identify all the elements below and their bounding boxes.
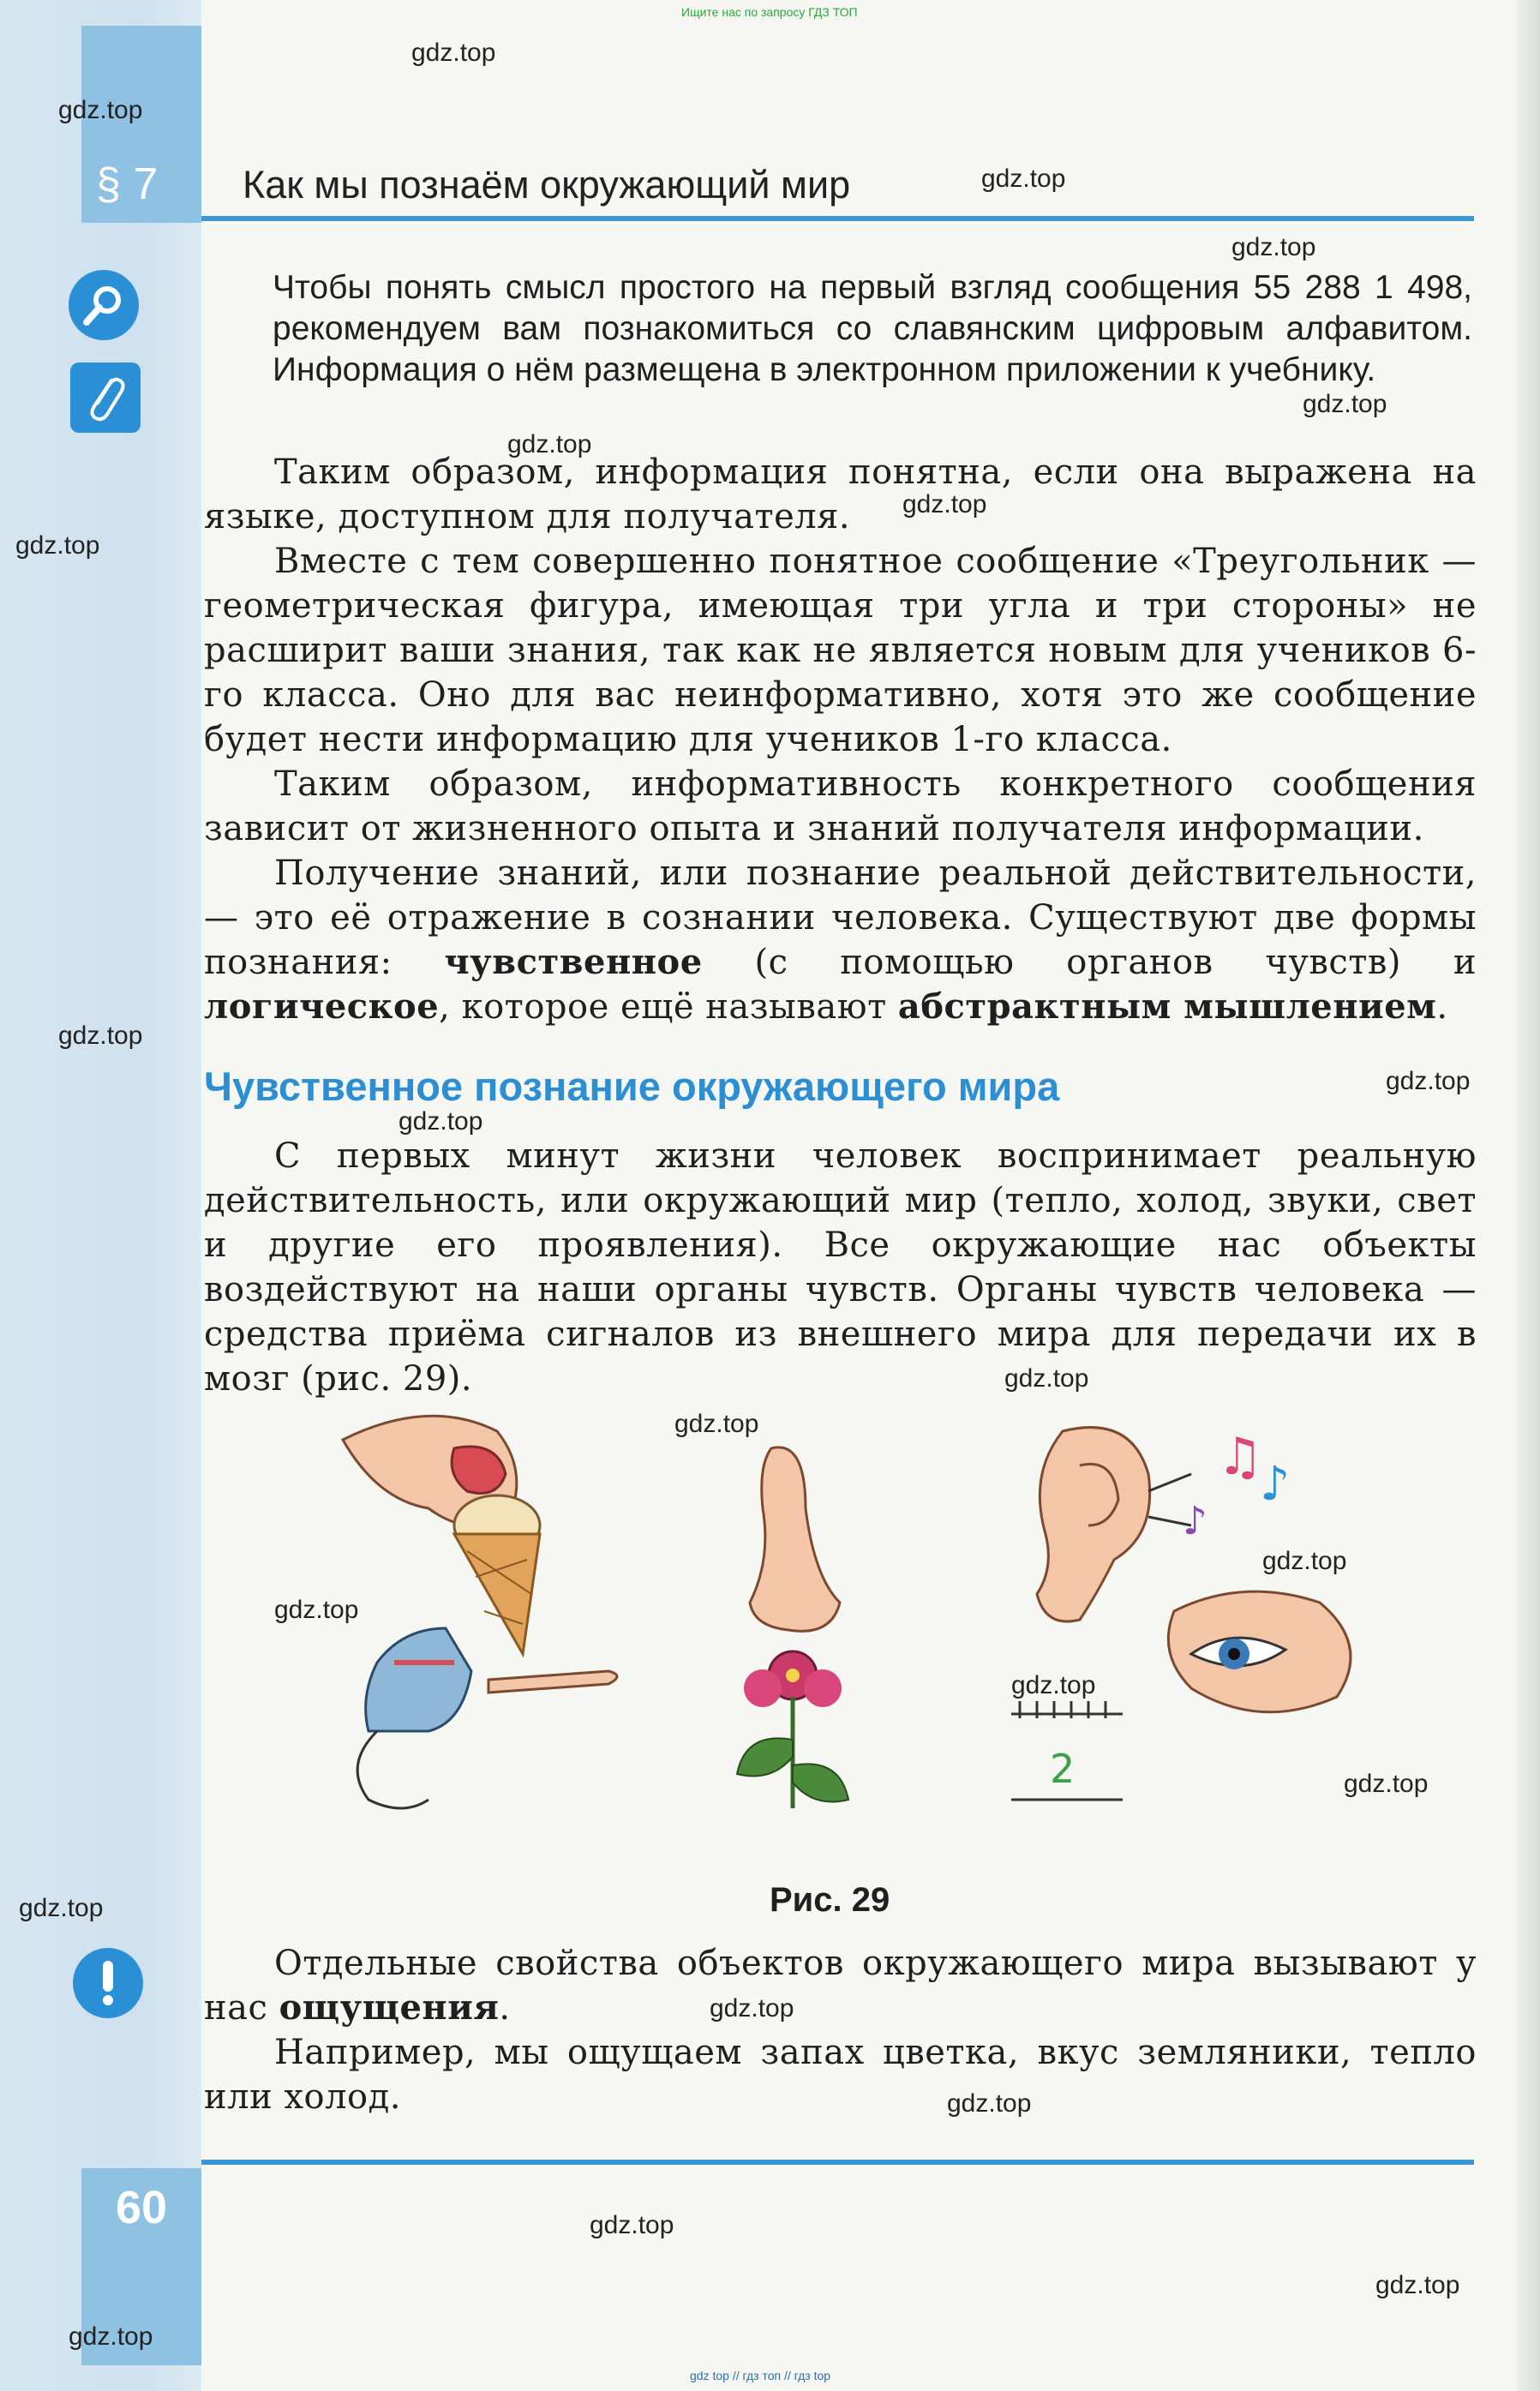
info-text: Чтобы понять смысл простого на первый взгляд сообщения 55 288 1 498, рекомендуем вам познакомиться со славянским цифровым алфавитом. Информация о нём размещена в электронном приложении к учебнику. [273,269,1472,388]
paragraph: Таким образом, информация понятна, если она выражена на языке, доступном для получателя. [204,452,1477,536]
watermark: gdz.top [1386,1067,1471,1095]
watermark: gdz.top [274,1596,359,1624]
top-note: Ищите нас по запросу ГДЗ ТОП [681,5,858,19]
watermark: gdz.top [15,531,100,560]
info-box [273,267,1472,391]
watermark: gdz.top [1344,1770,1429,1798]
section-heading: Чувственное познание окружающего мира [204,1064,1060,1109]
svg-text:♫: ♫ [1217,1427,1263,1487]
tongue-icecream-illustration [343,1416,540,1654]
paragraph: Вместе с тем совершенно понятное сообщение «Треугольник — геометрическая фигура, имеющая три угла и три стороны» не расширит ваши знания, так как не является новым для учеников 6-го класса. Оно для вас неинформативно, хотя это же сообщение будет нести информацию для учеников 1-го класса. [204,542,1477,759]
magnifier-icon [69,270,139,340]
example-paragraph: Например, мы ощущаем запах цветка, вкус земляники, тепло или холод. [204,2033,1477,2117]
body-text [204,450,1477,1029]
watermark: gdz.top [69,2322,153,2351]
watermark: gdz.top [1262,1547,1347,1575]
watermark: gdz.top [947,2089,1032,2118]
term-sensations: ощущения [279,1987,500,2028]
watermark: gdz.top [1303,390,1387,418]
watermark: gdz.top [1231,233,1316,261]
section-number: § 7 [96,159,159,209]
knowledge-paragraph: Получение знаний, или познание реальной действительности, — это её отражение в сознании человека. Существуют две формы познания: чувственное (с помощью органов чувств) и логическое, которое ещё называют абстрактным мышлением. [204,854,1477,1027]
exclamation-icon [73,1948,143,2018]
left-margin-band [0,0,201,2391]
watermark: gdz.top [1011,1671,1096,1699]
svg-text:♪: ♪ [1260,1456,1291,1511]
watermark: gdz.top [1004,1364,1089,1393]
svg-text:♪: ♪ [1183,1498,1207,1543]
figure-caption: Рис. 29 [770,1881,890,1919]
important-text [204,1941,1477,2119]
watermark: gdz.top [674,1410,759,1438]
watermark: gdz.top [19,1894,104,1922]
watermark: gdz.top [590,2211,674,2239]
page-title: Как мы познаём окружающий мир [243,163,851,207]
watermark: gdz.top [398,1107,483,1136]
term-abstract-thinking: абстрактным мышлением [897,986,1437,1027]
eye-illustration [1168,1591,1351,1712]
nose-flower-illustration [737,1447,848,1808]
paperclip-icon [70,363,141,433]
sensation-paragraph: Отдельные свойства объектов окружающего мира вызывают у нас ощущения. [204,1944,1477,2028]
header-divider [201,216,1474,221]
paragraph: С первых минут жизни человек воспринимает реальную действительность, или окружающий мир (тепло, холод, звуки, свет и другие его проявления). Все окружающие нас объекты воздействуют на наши органы чувств. Органы чувств человека — средства приёма сигналов из внешнего мира для передачи их в мозг (рис. 29). [204,1136,1477,1399]
watermark: gdz.top [58,96,143,124]
page-edge-shadow [1517,0,1540,2391]
watermark: gdz.top [710,1994,794,2022]
watermark: gdz.top [58,1022,143,1050]
watermark: gdz.top [1375,2271,1460,2299]
footer-divider [201,2160,1474,2165]
ruler-digit: 2 [1050,1746,1076,1792]
watermark: gdz.top [411,39,496,67]
paragraph: Таким образом, информативность конкретного сообщения зависит от жизненного опыта и знаний получателя информации. [204,764,1477,848]
watermark: gdz.top [507,430,592,458]
bottom-note: gdz top // гдз топ // гдз top [690,2369,831,2382]
figure-29 [326,1405,1363,1868]
term-logical: логическое [204,986,440,1027]
watermark: gdz.top [902,490,987,518]
page-number: 60 [116,2182,168,2233]
section-body [204,1134,1477,1401]
term-sensory: чувственное [444,942,703,982]
hand-iron-illustration [357,1628,617,1808]
watermark: gdz.top [981,165,1066,193]
ruler-illustration [1011,1701,1123,1800]
